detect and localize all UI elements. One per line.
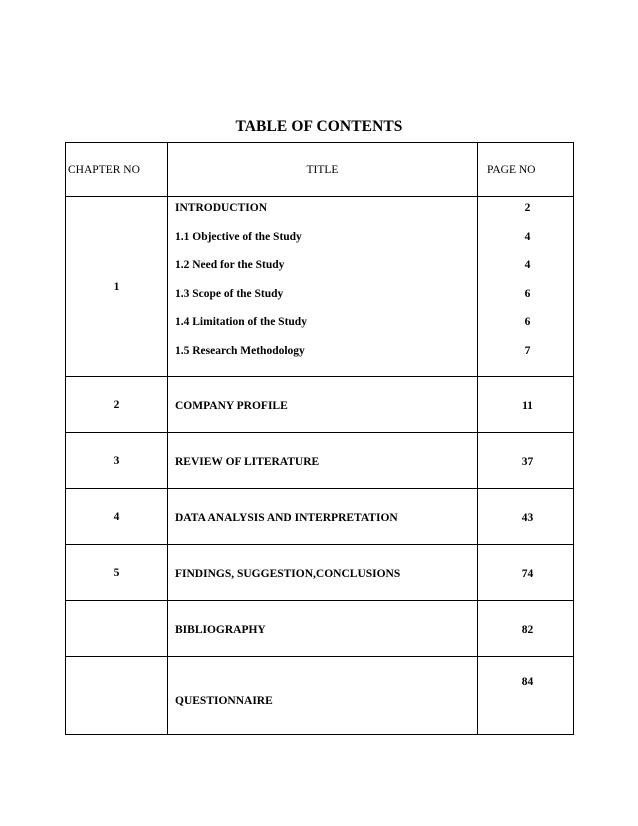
toc-entry-page: 4: [524, 230, 531, 243]
chapter-title: DATA ANALYSIS AND INTERPRETATION: [168, 489, 478, 545]
toc-entry-page: 4: [524, 259, 531, 271]
header-page-no: PAGE NO: [478, 143, 574, 197]
chapter-title: FINDINGS, SUGGESTION,CONCLUSIONS: [168, 545, 478, 601]
chapter-number: [66, 601, 168, 657]
chapter-title: BIBLIOGRAPHY: [168, 601, 478, 657]
toc-entry-page: 7: [524, 344, 531, 357]
chapter-number: 1: [66, 197, 168, 377]
toc-entry-title: 1.3 Scope of the Study: [175, 287, 284, 300]
toc-entry-title: 1.2 Need for the Study: [175, 259, 285, 271]
page-number: 43: [478, 489, 574, 545]
toc-entry-title: 1.5 Research Methodology: [175, 344, 305, 357]
chapter-1-titles: [168, 197, 478, 377]
page-number: 11: [478, 377, 574, 433]
chapter-number: 2: [66, 377, 168, 433]
chapter-1-pages: [478, 197, 574, 377]
chapter-number: [66, 657, 168, 735]
table-row: [66, 601, 574, 657]
chapter-number: 3: [66, 433, 168, 489]
toc-entry-title: INTRODUCTION: [175, 202, 268, 214]
table-row: [66, 377, 574, 433]
page-number: 84: [478, 657, 574, 735]
toc-entry-title: 1.1 Objective of the Study: [175, 230, 302, 243]
chapter-title: QUESTIONNAIRE: [168, 657, 478, 735]
table-of-contents: [65, 142, 574, 735]
toc-entry-page: 2: [524, 202, 531, 214]
chapter-number: 5: [66, 545, 168, 601]
table-header-row: [66, 143, 574, 197]
header-title: TITLE: [168, 143, 478, 197]
page-number: 74: [478, 545, 574, 601]
chapter-title: REVIEW OF LITERATURE: [168, 433, 478, 489]
chapter-number: 4: [66, 489, 168, 545]
page-title: TABLE OF CONTENTS: [235, 118, 403, 135]
table-row: [66, 657, 574, 735]
toc-entry-title: 1.4 Limitation of the Study: [175, 316, 307, 328]
page-number: 82: [478, 601, 574, 657]
toc-entry-page: 6: [524, 316, 531, 328]
table-row: [66, 433, 574, 489]
chapter-title: COMPANY PROFILE: [168, 377, 478, 433]
table-row: [66, 489, 574, 545]
table-row: [66, 545, 574, 601]
toc-entry-page: 6: [524, 287, 531, 300]
page-number: 37: [478, 433, 574, 489]
header-chapter-no: CHAPTER NO: [66, 143, 168, 197]
table-row-chapter-1: [66, 197, 574, 377]
